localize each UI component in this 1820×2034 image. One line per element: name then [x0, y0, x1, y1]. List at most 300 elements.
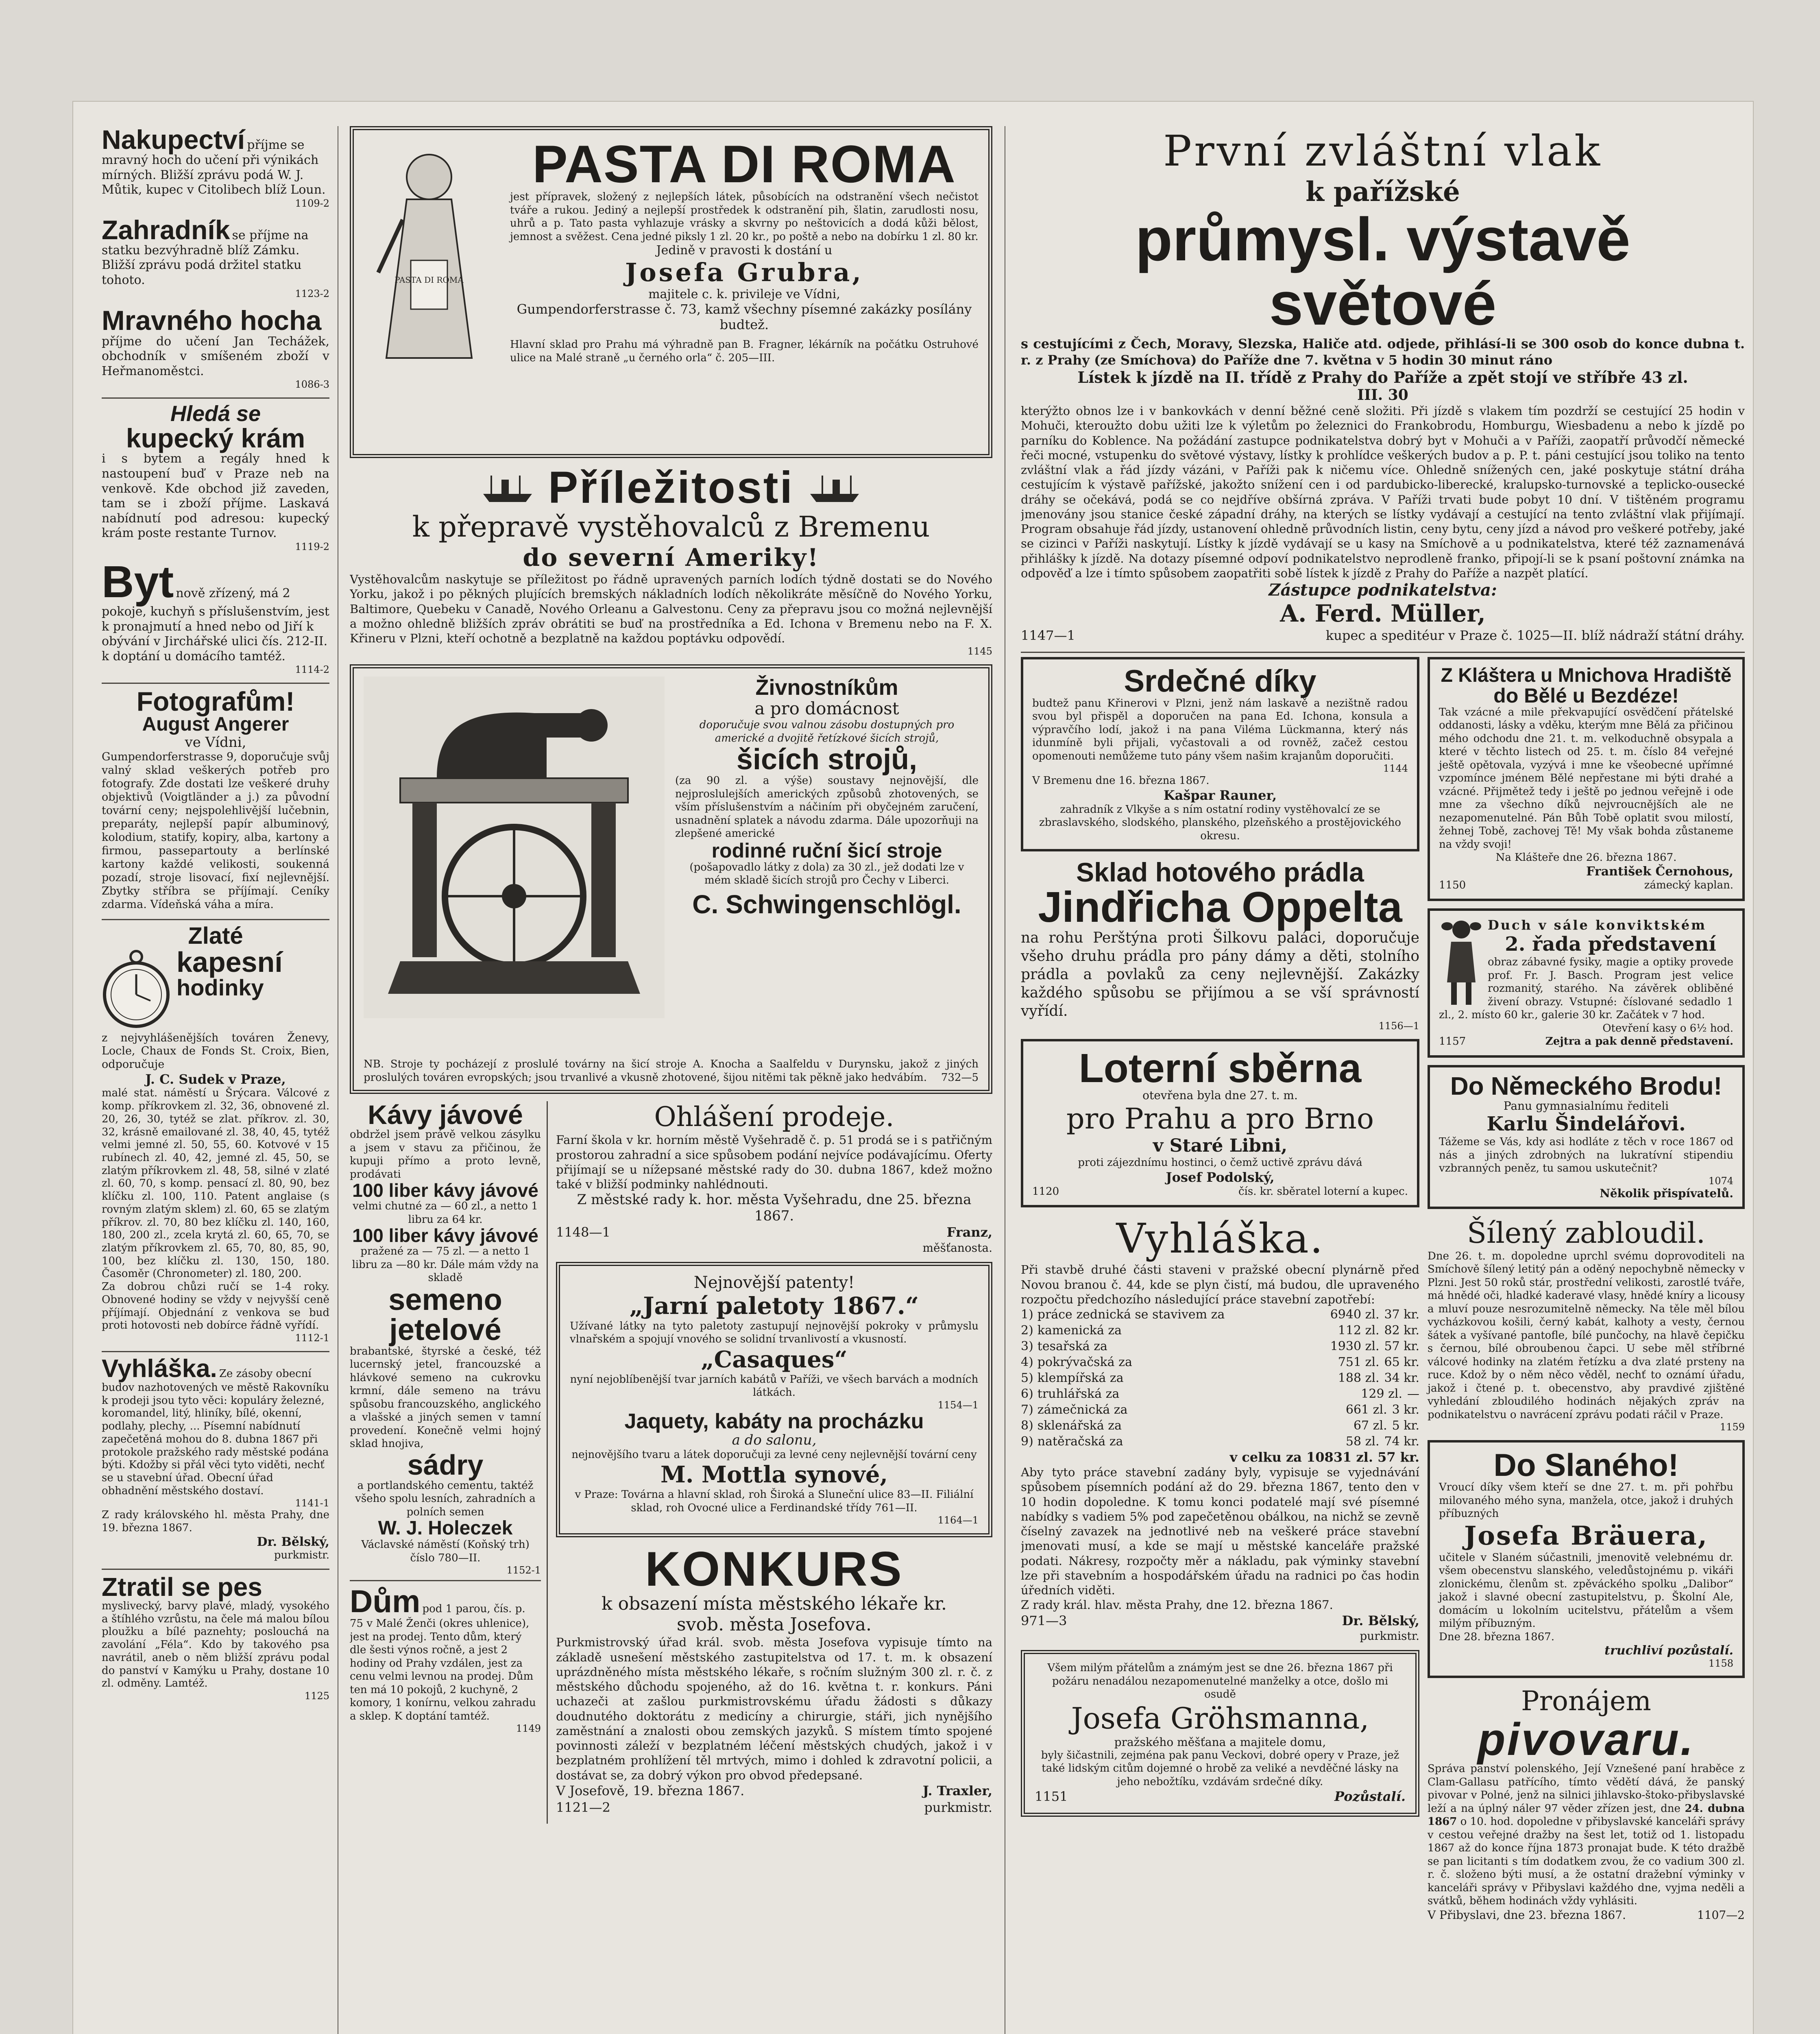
ad-title-2: pro Prahu a pro Brno	[1066, 1102, 1374, 1136]
ad-grohsmann	[1021, 1650, 1419, 1817]
ad-subtitle: k obsazení místa městského lékaře kr.	[601, 1593, 947, 1615]
cost-item	[1021, 1402, 1128, 1418]
left-column	[102, 102, 329, 2034]
middle-column	[350, 102, 992, 2034]
pocket-watch-icon	[102, 948, 171, 1029]
cost-kr: 5 kr.	[1392, 1419, 1419, 1433]
ad-kavy-jadove	[350, 1101, 548, 1824]
cost-number: 4)	[1021, 1355, 1033, 1370]
ad-name: M. Mottla synové,	[660, 1461, 888, 1488]
ad-title: Sklad hotového prádla	[1076, 857, 1364, 888]
cost-total: v celku za 10831 zl. 57 kr.	[1229, 1449, 1419, 1465]
cost-label: klempířská za	[1037, 1371, 1124, 1386]
ad-duch-konvikt	[1428, 908, 1745, 1058]
magician-figure-icon	[1439, 917, 1484, 1007]
ad-name: Dr. Bělský,	[257, 1534, 329, 1549]
ad-text-part-2: o 10. hod. dopoledne v přibyslavské kanceláři správy v cestou veřejné dražby na šest let, totiž od 1. listopadu 1867 až do konce října 1873 pronajat bude. K této dražbě se pan licitanti s tím dodatkem zvou, že co vadium 300 zl. r. č. složeno býti musí, a že ostatní dražební výminky v kanceláři správy v Přibyslavi každého dne, vyjma neděli a svátků, během hodinách vždy vyhlásiti.	[1428, 1816, 1745, 1907]
ad-ref: 1121—2	[556, 1800, 610, 1816]
right-subcolumn-right	[1428, 657, 1745, 1930]
ad-offer-text-4: a portlandského cementu, taktéž všeho spolu lesních, zahradních a polních semen	[355, 1479, 536, 1518]
ad-prilezitosti	[350, 465, 992, 657]
divider	[102, 1569, 329, 1570]
ad-sign: Z rady královského hl. města Prahy, dne 19. března 1867.	[102, 1509, 329, 1534]
ad-highlight-2: rodinné ruční šicí stroje	[711, 839, 942, 862]
cost-kr: 3 kr.	[1392, 1403, 1419, 1417]
ad-footer-row	[1439, 879, 1733, 893]
cost-kr: 65 kr.	[1384, 1355, 1419, 1370]
ad-agent-label: Zástupce podnikatelstva:	[1269, 581, 1497, 600]
ad-price: Lístek k jízdě na II. třídě z Prahy do Paříže a zpět stojí ve stříbře 43 zl.	[1077, 368, 1688, 386]
ad-name: Josefa Bräuera,	[1464, 1520, 1708, 1551]
ad-text: myslivecký, barvy plavé, mladý, vysokého a štíhlého vzrůstu, na čele má malou bílou ploužku a bílé paznehty; poslouchá na zavolání „Féla“. Kdo by takového psa navrátil, aneb o něm bližší zprávu podal do panství v Kamýku u Prahy, dostane 10 zl. odměny. Lamtéž.	[102, 1600, 329, 1690]
ad-signature-row	[1035, 1788, 1406, 1805]
ad-nemecky-brod	[1428, 1065, 1745, 1209]
ad-footer-row	[1439, 1035, 1733, 1049]
ad-z-klastera	[1428, 657, 1745, 901]
ad-offer-text: velmi chutné za — 60 zl., a netto 1 libru za 64 kr.	[353, 1200, 538, 1226]
ad-text: budtež panu Křinerovi v Plzni, jenž nám laskavě a nezištně radou svou byl přispěl a doporučen na pana Ed. Ichona, konsula a výpravčího lodí, jakož i na pana Viléma Lückmanna, který nás idunmíně byli přijali, vyčastovali a od rovněž, začež cestou opomenouti nemůžeme tuto pány všem našim krajanům doporučiti.	[1032, 697, 1408, 762]
ad-text: proti zájezdnímu hostinci, o čemž uctivě zprávu dává	[1078, 1157, 1362, 1169]
ad-title: Vyhláška.	[102, 1355, 217, 1383]
ad-title-4: Jaquety, kabáty na procházku	[624, 1409, 924, 1433]
cost-row	[1021, 1323, 1419, 1338]
ad-text: Při stavbě druhé části staveni v pražské obecní plynárně před Novou branou č. 44, kde se plyn čistí, má budou, dle upraveného rozpočtu předchozího následující práce stavební zapotřebí:	[1021, 1263, 1419, 1306]
ad-ref: 1144	[1383, 763, 1408, 775]
ad-ref: 1156—1	[1378, 1020, 1419, 1032]
cost-number: 6)	[1021, 1387, 1033, 1401]
ad-ref: 1123-2	[295, 288, 329, 299]
cost-label: sklenářská za	[1037, 1419, 1122, 1433]
ad-text: Tak vzácné a mile překvapující osvědčení přátelské oddanosti, lásky a vděku, kterým mne Bělá za přičinou mého odchodu dne 21. t. m. velkoduchně obsypala a které v těchto listech od 25. t. m. číslo 84 veřejné ještě opětovala, vyzývá i mne ke všeobecné upřímné vzpomínce jménem Bělé nepřestane mi býti drahé a vzácné. Přijmětež tedy i ještě po jednou veřejně i ode mne za všechno díků nejvroucnějších ale ne nezapomenutelné. Pán Bůh Tobě oplatit svou milostí, žehnej Tobě, zachovej Tě! My však bohda zůstaneme na vždy svoji!	[1439, 706, 1733, 851]
ad-ref: 732—5	[941, 1071, 979, 1084]
ad-ref: 1147—1	[1021, 628, 1075, 643]
ad-role: purkmistr.	[274, 1549, 329, 1561]
ad-text: jest přípravek, složený z nejlepších látek, působících na odstranění všech nečistot tváře a rukou. Jediný a nejlepší prostředek k odstranění pih, šlatin, zarudlosti nosu, uhrů a p. Tato pasta vyhlazuje vrásky a skvrny po neštovicích a dodá kůži bělost, jemnost a svěžest. Cena jedné piksly 1 zl. 20 kr., po poště a nebo na dobírku 1 zl. 80 kr.	[510, 191, 979, 243]
ad-title: Šílený zabloudil.	[1467, 1216, 1705, 1250]
ad-role: měšťanosta.	[922, 1241, 992, 1255]
divider	[102, 1351, 329, 1352]
ad-offer-text-2: pražené za — 75 zl. — a netto 1 libru za —80 kr. Dále mám vždy na skladě	[352, 1245, 539, 1284]
ad-role: zahradník z Vlkyše a s ním ostatní rodiny vystěhovalcí ze se zbraslavského, slodského, planského, plzeňského a prostějovického okresu.	[1039, 803, 1401, 842]
ad-address: v Praze: Továrna a hlavní sklad, roh Široká a Sluneční ulice 83—II. Filiální sklad, roh Ovocné ulice a Ferdinandské třídy 761—II.	[575, 1488, 974, 1514]
ad-title: Ztratil se pes	[102, 1572, 262, 1602]
cost-amount	[1330, 1338, 1419, 1354]
ad-sign: V Přibyslavi, dne 23. března 1867.	[1428, 1908, 1626, 1922]
ad-sign: V Bremenu dne 16. března 1867.	[1032, 775, 1210, 787]
steamship-icon	[806, 471, 863, 504]
ad-title-3: hodinky	[177, 974, 264, 1000]
newspaper-page	[73, 102, 1753, 2034]
ad-hours: Otevření kasy o 6½ hod.	[1602, 1022, 1733, 1034]
ad-title-2: kupecký krám	[126, 423, 305, 454]
ad-footer-row	[1021, 627, 1745, 644]
ad-subtitle-2: svob. města Josefova.	[677, 1614, 872, 1635]
cost-zl: 188 zl.	[1338, 1371, 1380, 1386]
ad-text: Gumpendorferstrasse 9, doporučuje svůj valný sklad veškerých potřeb pro fotografy. Zde dostati lze veškeré druhy objektivů (Voigtländer a j.) za původní tovární ceny; nejspolehlivější lučebnin, preparáty, nejlepší papír albuminový, kolodium, statify, kopiry, alba, kartony a firmou, passepartouty a berlínské kartony každé velikosti, soukenná pozadí, stroje lisovací, fixí nejlevnější. Zbytky stříbra se příjímají. Ceníky zdarma. Vídeňská váha a míra.	[102, 751, 329, 911]
ad-address: kupec a speditéur v Praze č. 1025—II. blíž nádraží státní dráhy.	[1325, 628, 1745, 643]
ad-ref: 1086-3	[295, 379, 329, 391]
ad-name: Josef Podolský,	[1166, 1169, 1275, 1185]
cost-number: 7)	[1021, 1403, 1033, 1417]
woman-figure-illustration	[362, 138, 496, 366]
ad-title-3: průmysl. výstavě světové	[1135, 205, 1630, 338]
ad-byt	[102, 557, 329, 676]
cost-item	[1021, 1338, 1107, 1354]
cost-label: tesařská za	[1037, 1339, 1107, 1354]
ad-title: PASTA DI ROMA	[532, 134, 956, 194]
cost-row	[1021, 1434, 1419, 1449]
sewing-machine-illustration	[364, 677, 665, 1018]
ad-title: KONKURS	[645, 1542, 903, 1597]
ad-sign: Z rady král. hlav. města Prahy, dne 12. března 1867.	[1021, 1598, 1333, 1612]
ad-title: Příležitosti	[548, 463, 794, 513]
ad-title-2: pivovaru.	[1478, 1714, 1695, 1765]
cost-kr: 34 kr.	[1384, 1371, 1419, 1386]
ad-signature-row	[1021, 1613, 1419, 1630]
ad-name: W. J. Holeczek	[378, 1517, 513, 1539]
cost-item	[1021, 1418, 1122, 1434]
ad-title: Pronájem	[1521, 1685, 1651, 1717]
ad-name: Josefa Grubra,	[625, 258, 863, 287]
ad-title: Fotografům!	[136, 686, 295, 717]
ad-title: Nakupectví	[102, 124, 245, 155]
cost-kr: 74 kr.	[1384, 1434, 1419, 1449]
ad-text: Vystěhovalcům naskytuje se příležitost po řádně upravených parních lodích týdně dostati se do Nového Yorku, jakož i po pěkných plujících bremských nákladních lodích několikráte měsíčně do Nového Yorku, Baltimore, Quebeku v Canadě, Nového Orleanu a Galvestonu. Ceny za přepravu jsou co možná nejlevnější a možno ohledně bližších zpráv obrátiti se buď na prostředníka a Ed. Ichona v Bremenu nebo na F. X. Křineru v Plzni, kteří ochotně a bezplatně na každou poptávku odpovědí.	[350, 572, 992, 645]
ad-sklad: Hlavní sklad pro Prahu má výhradně pan B. Fragner, lékárník na počátku Ostruhové ulice na Malé straně „u černého orla“ č. 205—III.	[510, 338, 979, 364]
ad-text: Dne 26. t. m. dopoledne uprchl svému doprovoditeli na Smíchově šílený letitý pán a oděný nepochybně německy v Plzni. Jest 50 roků stár, prostřední velikosti, zarostlé tváře, má hnědé oči, hladké kaderavé vlasy, hnědé kníry a licousy a mluví pouze nesrozumitelně německy. Na těle měl bílou vycházkovou košili, černý kabát, kalhoty a vesty, černou šátek a vyšívané pantofle, bílé punčochy, na hlavě čepičku s černou, bílé obroubenou čapci. U sebe měl stříbrné válcové hodinky na zlatém řetízku a dva zlaté prsteny na ruce. Kdož by o něm něco věděl, nechť to oznámí úřadu, jakož i čtené p. t. obecenstvo, aby pravdivé zjištěné vyhledání zbloudilého hodinách nějakých zpráv na podnikatelstvu o navrácení zprávu podati ráčil v Praze.	[1428, 1250, 1745, 1421]
ad-name: Kašpar Rauner,	[1163, 787, 1277, 803]
ad-ref: 1109-2	[295, 197, 329, 209]
ad-text-2: učitele v Slaném súčastnili, jmenovitě velebnému dr. všem obecenstvu slanského, veledůstojnému p. vikáři zlonickému, členům st. zpěváckého spolku „Dalibor“ jakož i slavné obecní zastupitelstvu, p. Školní Ale, domácím u lokolním ucitelstvu, přátelům a všem milým příbuzným.	[1439, 1551, 1733, 1630]
divider	[1021, 652, 1745, 653]
ad-title: Duch v sále konviktském	[1488, 917, 1707, 933]
ad-sign: Pozůstalí.	[1334, 1789, 1406, 1805]
cost-label: kamenická za	[1037, 1323, 1122, 1338]
ad-city: ve Vídni,	[185, 734, 246, 751]
cost-amount	[1354, 1418, 1419, 1434]
ad-date: 24. dubna 1867	[1428, 1802, 1745, 1828]
ad-sign: Z městské rady k. hor. města Vyšehradu, dne 25. března 1867.	[577, 1192, 972, 1224]
divider	[102, 397, 329, 399]
ad-name: C. Schwingenschlögl.	[692, 889, 961, 919]
ad-name: Dr. Bělský,	[1342, 1613, 1419, 1628]
ad-ohlaseni-prodeje	[556, 1101, 992, 1255]
middle-lower-row	[350, 1101, 992, 1824]
ad-text: obdržel jsem právě velkou zásylku a jsem v stavu za přičinou, že kupuji přímo a proto levně, prodávati	[350, 1128, 541, 1181]
ad-note-text: NB. Stroje ty pocházejí z proslulé továrny na šicí stroje A. Knocha a Saalfeldu v Durynsku, jakož z jiných proslulých továren evropských; jsou trvanlivé a vkusně zhotovené, šijou nitěmi tak pěkně jako hedvábím.	[364, 1058, 979, 1084]
ad-sici-stroje	[350, 664, 992, 1094]
ad-ref: 1159	[1720, 1421, 1745, 1433]
ad-nakupectvi	[102, 126, 329, 209]
ad-text: Užívané látky na tyto paletoty zastupují nejnovější pokroky v průmyslu vlnařském a spojují vnového se solidní trvanlivostí a vkusností.	[570, 1320, 979, 1346]
cost-zl: 751 zl.	[1338, 1355, 1380, 1370]
cost-item	[1021, 1386, 1119, 1402]
ad-title: Do Německého Brodu!	[1450, 1072, 1722, 1101]
cost-number: 3)	[1021, 1339, 1033, 1354]
right-lower-row	[1021, 657, 1745, 1930]
ad-text-2: malé stat. náměstí u Šrýcara. Válcové z komp. příkrovkem zl. 32, 36, obnovené zl. 20, 26, 30, tytéž se zlat. příkrov. zl. 30, 32, krásně emailované zl. 38, 40, 45, tytéž velmi jemné zl. 50, 55, 60. Kotvové v 15 rubínech zl. 40, 42, jemné zl. 45, 50, se zlatým příkrovkem zl. 48, 58, silné v zlaté zl. 60, 70, s komp. pensací zl. 80, 90, bez klíčku zl. 100, 110. Patent anglaise (s rovným zlatým sklem) zl. 60, 65 se zlatým příkrov. zl. 70, 80 bez klíčku zl. 140, 160, 180, 200 zl., zcela krytá zl. 60, 65, 70, se zlatým příkrovkem zl. 65, 70, 80, 85, 90, 100, bez klíčku zl. 130, 150, 180. Časoměr (Chronometer) zl. 180, 200.	[102, 1087, 329, 1280]
ad-title: Kávy jávové	[368, 1100, 523, 1130]
ad-role-row	[556, 1799, 992, 1816]
cost-amount	[1346, 1402, 1419, 1418]
cost-row	[1021, 1402, 1419, 1418]
ad-highlight: šicích strojů,	[736, 743, 918, 776]
cost-label: natěračská za	[1037, 1434, 1123, 1449]
ad-name: Karlu Šindelářovi.	[1487, 1113, 1686, 1136]
ad-text-3: nejnovějšího tvaru a látek doporučuji za levné ceny nejlevnější tovární ceny	[571, 1448, 977, 1461]
ad-offer-3: semeno jetelové	[388, 1282, 502, 1347]
ad-text: Ze zásoby obecní budov nazhotovených ve městě Rakovníku k prodeji jsou tyto věci: kopuláry železné, koromandel, litý, hliníky, bílé, okenní, podlahy, plechy, ... Písemní nabídnutí zapečetěná mohou do 8. dubna 1867 při protokole pražského rady městské podána býti. Kdožby si přál věci tyto viděti, nechť se u stavební úřad. Obecní úřad obhadnění městského dostaví.	[102, 1368, 329, 1497]
ad-sign: V Josefově, 19. března 1867.	[556, 1783, 745, 1798]
ad-title: Vyhláška.	[1116, 1215, 1324, 1263]
ad-text: příjme se mravný hoch do učení při výnikách mírných. Bližší zprávu podá W. J. Můtik, kupec v Citolibech blíž Loun.	[102, 138, 326, 197]
ad-text: pod 1 parou, čís. p. 75 v Malé Ženči (okres uhlenice), jest na prodej. Tento dům, který dle šesti výnos ročně, a jest 2 hodiny od Prahy vzdálen, jest za cenu velmi levnou na prodej. Dům ten má 10 pokojů, 2 kuchyně, 2 komory, 1 konírnu, velkou zahradu a sklep. K doptání tamtéž.	[350, 1603, 536, 1722]
ad-owner: majitele c. k. privileje ve Vídni,	[648, 287, 840, 301]
cost-zl: 58 zl.	[1345, 1434, 1380, 1449]
cost-number: 8)	[1021, 1419, 1033, 1433]
ad-signature-row	[556, 1783, 992, 1800]
ad-text: se příjme na statku bezvýhradně blíž Zámku. Bližší zprávu podá držitel statku tohoto.	[102, 228, 309, 287]
ad-title: Nejnovější patenty!	[693, 1273, 855, 1292]
svg-text:PASTA DI ROMA: PASTA DI ROMA	[395, 275, 464, 285]
cost-amount	[1330, 1307, 1419, 1323]
ad-title-2: do Bělé u Bezdéze!	[1493, 684, 1679, 707]
ad-text: příjme do učení Jan Techážek, obchodník v smíšeném zboží v Heřmanoměstci.	[102, 334, 329, 378]
ad-ref: 1141-1	[295, 1497, 329, 1509]
ad-ref-2: 1164—1	[937, 1515, 979, 1526]
ad-ref: 1151	[1035, 1789, 1068, 1805]
ad-title-2: Jindřicha Oppelta	[1038, 883, 1402, 932]
ad-title: Hledá se	[170, 402, 261, 426]
ad-text-3: Za dobrou chůzi ručí se 1-4 roky. Obnovené hodiny se vždy v nejvyšší ceně příjímají. Objednání z venkova se buď proti hotovosti neb dobírce řádně vyřídí.	[102, 1281, 329, 1332]
ad-text-part: Správa panství polenského, Její Vznešené paní hraběce z Clam-Gallasu patřícího, tímto vědětí dává, že panský pivovar v Polné, jenž na silnici jihlavsko-štoko-přibyslavské leží a na úplný náler 97 věder zřízen jest, dne	[1428, 1763, 1745, 1815]
cost-amount	[1361, 1386, 1419, 1402]
ad-ref: 1158	[1708, 1658, 1733, 1670]
ad-sklad-pradla	[1021, 859, 1419, 1032]
cost-zl: 112 zl.	[1338, 1323, 1380, 1338]
ad-ref: 1150	[1439, 879, 1466, 891]
ad-text: i s bytem a regály hned k nastoupení buď v Praze neb na venkově. Kde obchod již zaveden, tam se i zboží příjme. Laskavá nabídnutí pod adresou: kupecký krám poste restante Turnov.	[102, 452, 329, 541]
ad-signature-row	[556, 1224, 992, 1241]
cost-number: 1)	[1021, 1307, 1033, 1322]
ad-text: doporučuje svou valnou zásobu dostupných pro americké a dvojitě řetízkové šicích strojů,	[699, 719, 955, 744]
ad-role: pražského měšťana a majitele domu,	[1114, 1735, 1326, 1749]
right-column	[1021, 102, 1745, 2034]
ad-fotografum	[102, 688, 329, 911]
ad-place: v Staré Libni,	[1153, 1135, 1288, 1157]
ad-text: Tážeme se Vás, kdy asi hodláte z těch v roce 1867 od nás a jiných zdrobných na lukratívní stipendiu vzbranných peněz, tu samou uskutečnit?	[1439, 1136, 1733, 1175]
cost-zl: 1930 zl.	[1330, 1339, 1380, 1354]
ad-ref: 1119-2	[295, 541, 329, 552]
ad-text: obraz zábavné fysiky, magie a optiky provede prof. Fr. J. Basch. Program jest velice rozmanitý, starého. Na závěrek obliběné živení obrazy. Vstupné: číslované sedadlo 1 zl., 2. místo 60 kr., galerie 30 kr. Začátek v 7 hod.	[1439, 956, 1733, 1021]
ad-subtitle-2: do severní Ameriky!	[523, 543, 820, 572]
ad-name: František Černohous,	[1586, 864, 1733, 879]
ad-text: Purkmistrovský úřad král. svob. města Josefova vypisuje tímto na základě usnešení městského zastupitelstva od 17. t. m. k obsazení uprázdněného místa městského lékaře, s ročním služným 300 zl. r. č. z městského důchodu spojeného, až do 16. května t. r. konkurs. Páni uchazeči at zašlou purkmistrovskému úřadu žádosti s důkazy doudnutého doktorátu z medicíny a chirurgie, stáři, jich nynějšího zaměstnání a znalosti obou zemských jazyků. S místem tímto spojené povinnosti záleží v bezplatném léčení městských chudých, jakož i v bezplatném prohlížení těl mrtvých, mimo i dohled k zdravotní policii, a dostávat se, za dobrý výkon pro obvod předepsané.	[556, 1635, 992, 1782]
ad-ref: 1120	[1032, 1185, 1059, 1198]
ad-role: truchliví pozůstalí.	[1604, 1643, 1733, 1658]
cost-amount	[1346, 1434, 1419, 1449]
cost-zl: 67 zl.	[1353, 1419, 1387, 1433]
ad-depot: Jedině v pravosti k dostání u	[656, 243, 833, 258]
ad-ref: 971—3	[1021, 1613, 1067, 1628]
cost-item	[1021, 1307, 1225, 1323]
ad-ztratil-pes	[102, 1574, 329, 1702]
ad-text-2: (za 90 zl. a výše) soustavy nejnovější, dle nejproslulejších amerických způsobů zhotovených, se vším příslušenstvím a náčiním při obyčejném zaručení, usnadnění splatek a návodu zdarma. Dále upozorňuji na zlepšené americké	[675, 775, 979, 840]
ad-text-3: (pošapovadlo látky z dola) za 30 zl., jež dodati lze v mém skladě šicích strojů pro Čechy v Liberci.	[689, 861, 964, 887]
ad-do-slaneho	[1428, 1440, 1745, 1678]
right-subcolumn-left	[1021, 657, 1419, 1930]
cost-label: truhlářská za	[1037, 1387, 1120, 1401]
ad-role: zámecký kaplan.	[1644, 879, 1733, 891]
cost-label: pokrývačská za	[1037, 1355, 1132, 1370]
ad-text-2: Aby tyto práce stavební zadány byly, vypisuje se vyjednávání spůsobem písemních podání až do 29. března 1867, tento den v 10 hodin dopoledne. K tomu konci podatelé mají své písemné nabídky s vadiem 5% pod zapečetěnou obálkou, na nichž se zevně číselný zavazek na jednotlivé neb na veškeré práce stavební jmenovati musí, a kde se mají u městské kanceláře pražské podati. Nákresy, rozpočty měr a nákladu, pak výminky stavební lze při stavebním a hospodářském úřadu na radnici po čas hodin úředních viděti.	[1021, 1465, 1419, 1598]
ad-name: Franz,	[946, 1224, 992, 1240]
ad-sign: Na Klášteře dne 26. března 1867.	[1495, 851, 1677, 864]
ad-text	[1428, 1762, 1745, 1908]
cost-amount	[1338, 1323, 1419, 1338]
ad-title: Loterní sběrna	[1079, 1045, 1362, 1091]
ad-loterni-sberna	[1021, 1039, 1419, 1207]
ad-ref: 1149	[516, 1723, 541, 1735]
ad-role: purkmistr.	[1360, 1629, 1419, 1643]
ad-subtitle: otevřena byla dne 27. t. m.	[1142, 1089, 1298, 1102]
ad-vyhlaska-plynarna	[1021, 1215, 1419, 1643]
ad-subtitle: k přepravě vystěhovalců z Bremenu	[412, 510, 930, 543]
cost-number: 5)	[1021, 1371, 1033, 1386]
ad-text: nově zřízený, má 2 pokoje, kuchyň s příslušenstvím, jest k pronajmutí a hned nebo od Jiří k obývání v Jirchářské ulici čís. 212-II. k doptání u domácího tamtéž.	[102, 586, 329, 663]
cost-row	[1021, 1354, 1419, 1370]
ad-offer-4: sádry	[407, 1449, 484, 1481]
ad-text: z nejvyhlášenějších továren Ženevy, Locle, Chaux de Fonds St. Croix, Bien, odporučuje	[102, 1031, 329, 1071]
ad-firm: J. C. Sudek v Praze,	[145, 1072, 286, 1087]
ad-title: Dům	[350, 1583, 421, 1619]
cost-kr: —	[1407, 1387, 1419, 1401]
ad-ref: 1107—2	[1697, 1908, 1745, 1922]
ad-address: Gumpendorferstrasse č. 73, kamž všechny písemné zakázky posílány budtež.	[517, 301, 972, 332]
ad-role: čís. kr. sběratel loterní a kupec.	[1238, 1185, 1408, 1198]
cost-number: 2)	[1021, 1323, 1033, 1338]
ad-name: J. Traxler,	[922, 1783, 992, 1798]
cost-amount	[1338, 1370, 1419, 1386]
ad-title: Živnostníkům	[755, 675, 898, 700]
ad-jarni-paletoty	[556, 1262, 992, 1538]
ad-ref: 1112-1	[295, 1332, 329, 1344]
ad-pronajem-pivovaru	[1428, 1685, 1745, 1923]
ad-title: Do Slaného!	[1493, 1447, 1679, 1483]
ad-zvlastni-vlak	[1021, 126, 1745, 644]
ad-sign: Několik přispívatelů.	[1600, 1186, 1733, 1200]
ad-title: Srdečné díky	[1124, 663, 1317, 698]
steamship-icon	[479, 471, 536, 504]
ad-text: Vroucí díky všem kteří se dne 27. t. m. při pohřbu milovaného mého syna, manžela, otce, jakož i druhých příbuzných	[1439, 1481, 1733, 1520]
ad-hleda-kram	[102, 403, 329, 552]
ad-srdecne-diky	[1021, 657, 1419, 852]
divider	[102, 919, 329, 920]
divider	[102, 683, 329, 684]
ad-offer: 100 liber kávy jávové	[352, 1180, 538, 1201]
ad-ref: 1152-1	[506, 1565, 541, 1576]
ad-lead: s cestujícími z Čech, Moravy, Slezska, Haliče atd. odjede, přihlásí-li se 300 osob do konce dubna t. r. z Prahy (ze Smíchova) do Paříže dne 7. května v 5 hodin 30 minut ráno	[1021, 336, 1745, 368]
ad-note	[364, 1058, 979, 1084]
ad-title: Ohlášení prodeje.	[654, 1101, 894, 1133]
ad-text-2: byly šičastnili, zejména pak panu Veckovi, dobré opery v Praze, jež také lidským citům dojemné o hrobě za veliké a nevděčné lásky na jeho nebožtíku, vzdávám srdečné díky.	[1041, 1749, 1399, 1788]
ad-title: Zahradník	[102, 214, 230, 245]
ad-ref: 1074	[1708, 1175, 1733, 1187]
ad-title: Mravného hocha	[102, 305, 322, 336]
cost-zl: 661 zl.	[1345, 1403, 1387, 1417]
ad-dum	[350, 1585, 541, 1734]
divider	[350, 1580, 541, 1581]
ad-name: August Angerer	[142, 714, 289, 735]
cost-kr: 37 kr.	[1384, 1307, 1419, 1322]
ad-pasta-di-roma	[350, 126, 992, 458]
ad-title-5: a do salonu,	[732, 1432, 817, 1448]
ad-mravny-hoch	[102, 307, 329, 391]
ad-hodinky	[102, 924, 329, 1344]
ad-title-2: „Jarní paletoty 1867.“	[629, 1292, 919, 1320]
ad-name: Josefa Gröhsmanna,	[1071, 1701, 1369, 1735]
ad-konkurs	[556, 1542, 992, 1816]
ad-price-2: III. 30	[1357, 386, 1408, 404]
ad-offer-text-3: brabantské, štyrské a české, též lucernský jetel, francouzské a hlávkové semeno na cukrovku krmní, dále semeno na trávu spůsobu francouzského, anglického a vlašské a jiných semen v tamní provedení. Konečně velmi hojný sklad hnojiva,	[350, 1345, 541, 1450]
cost-zl: 6940 zl.	[1330, 1307, 1380, 1322]
ad-text: Všem milým přátelům a známým jest se dne 26. března 1867 při požáru nenadálou nezapomenutelné manželky a otce, došlo mi osudě	[1047, 1662, 1393, 1701]
ad-sileny-zabloudil	[1428, 1216, 1745, 1433]
cost-amount	[1338, 1354, 1419, 1370]
ad-title-2: k pařížské	[1306, 176, 1460, 207]
ad-footer-row	[1428, 1908, 1745, 1923]
ad-address: Václavské náměstí (Koňský trh) číslo 780—II.	[361, 1539, 530, 1564]
cost-table	[1021, 1307, 1419, 1449]
cost-item	[1021, 1434, 1123, 1449]
ad-ref: 1157	[1439, 1035, 1466, 1048]
ad-name: A. Ferd. Müller,	[1280, 600, 1486, 627]
cost-number: 9)	[1021, 1434, 1033, 1449]
ad-ref: 1145	[967, 646, 992, 657]
ad-ref: 1154—1	[937, 1399, 979, 1411]
ad-text: Farní škola v kr. horním městě Vyšehradě č. p. 51 prodá se i s patřičným prostorou zahradní a sice spůsobem podání nejvíce podávajícímu. Oferty přijímají se u nížepsané městské rady do 30. dubna 1867, kdež možno také v bližší podminky nahlédnouti.	[556, 1133, 992, 1191]
ad-offer-2: 100 liber kávy jávové	[352, 1225, 538, 1246]
ad-ref: 1148—1	[556, 1224, 610, 1240]
ad-subtitle: Panu gymnasialnímu řediteli	[1503, 1099, 1669, 1113]
ad-ref: 1125	[304, 1690, 329, 1702]
ad-text-2: nyní nejoblíbenější tvar jarních kabátů v Paříži, ve všech barvách a modních látkách.	[570, 1373, 979, 1399]
ad-title: Byt	[102, 557, 174, 607]
cost-row	[1021, 1418, 1419, 1434]
ad-vyhlaska-left	[102, 1356, 329, 1561]
ad-ref: 1114-2	[295, 664, 329, 676]
cost-item	[1021, 1370, 1124, 1386]
ad-title-3: „Casaques“	[701, 1346, 848, 1373]
ad-role: purkmistr.	[924, 1800, 992, 1816]
ad-title: První zvláštní vlak	[1163, 126, 1603, 176]
middle-right-subcolumn	[556, 1101, 992, 1824]
ad-footer-row	[1032, 1185, 1408, 1199]
cost-kr: 57 kr.	[1384, 1339, 1419, 1354]
cost-label: práce zednická se stavivem za	[1037, 1307, 1225, 1322]
cost-zl: 129 zl.	[1361, 1387, 1402, 1401]
ad-text: kterýžto obnos lze i v bankovkách v denní běžné ceně složiti. Při jízdě s vlakem tím pozdrží se cestující 25 hodin v Mohuči, kteroužto dobu užiti lze k výletům po železnici do Frankobrodu, Homburgu, Wiesbadenu a nebo k jízdě po parníku do Koblence. Na požádání zastupce podnikatelstva dobrý byt v Mohuči a v Paříži, zaopatří průvodčí německé řeči mocné, vstupenku do světové výstavy, lístky k prohlídce veškerých budov a p. P. t. páni cestující jsou toliko na tento zvláštní vlak a řád jízdy vázáni, v Paříži pak k ničemu více. Ohledně snížených cen, jaké poskytuje státní dráha cestujícím k výstavě pařížské, jakožto snížení cen i od pardubicko-liberecké, kralupsko-turnovské a teplicko-ousecké dráhy se očekává, podá se co nejdříve obšírná zpráva. V Paříži trvati bude pobyt 10 dní. V tištěném programu jmenovány jsou stanice české západní dráhy, na kterých se lístky vydávají a cestující na tento zvláštní vlak přijímají. Program obsahuje řád jízdy, ustanovení ohledně průvodních listin, ceny bytu, ceny jízd a návod pro veškeré potřeby, jaké se cizinci v Paříži naskytují. Lístky k jízdě vydávají se u kasy na Smíchově a u podnikatelstva, které též zaznamenává přihlášky k jízdě. Na dotazy písemné odpoví podnikatelstvo neprodleně franko, připojí-li se k psaní poštovní známka na odpověď a lze i tímto spůsobem zaopatřiti sobě lístek k jízdě z Prahy do Paříže a nazpět platící.	[1021, 404, 1745, 580]
cost-item	[1021, 1354, 1132, 1370]
ad-sign: Dne 28. března 1867.	[1439, 1630, 1554, 1643]
cost-row	[1021, 1338, 1419, 1354]
ad-title: Zlaté	[188, 922, 243, 949]
ad-title: Z Kláštera u Mnichova Hradiště	[1441, 664, 1732, 686]
ad-note: Zejtra a pak denně představení.	[1545, 1035, 1733, 1048]
cost-item	[1021, 1323, 1122, 1338]
cost-row	[1021, 1307, 1419, 1323]
ad-title-2: 2. řada představení	[1505, 933, 1716, 956]
